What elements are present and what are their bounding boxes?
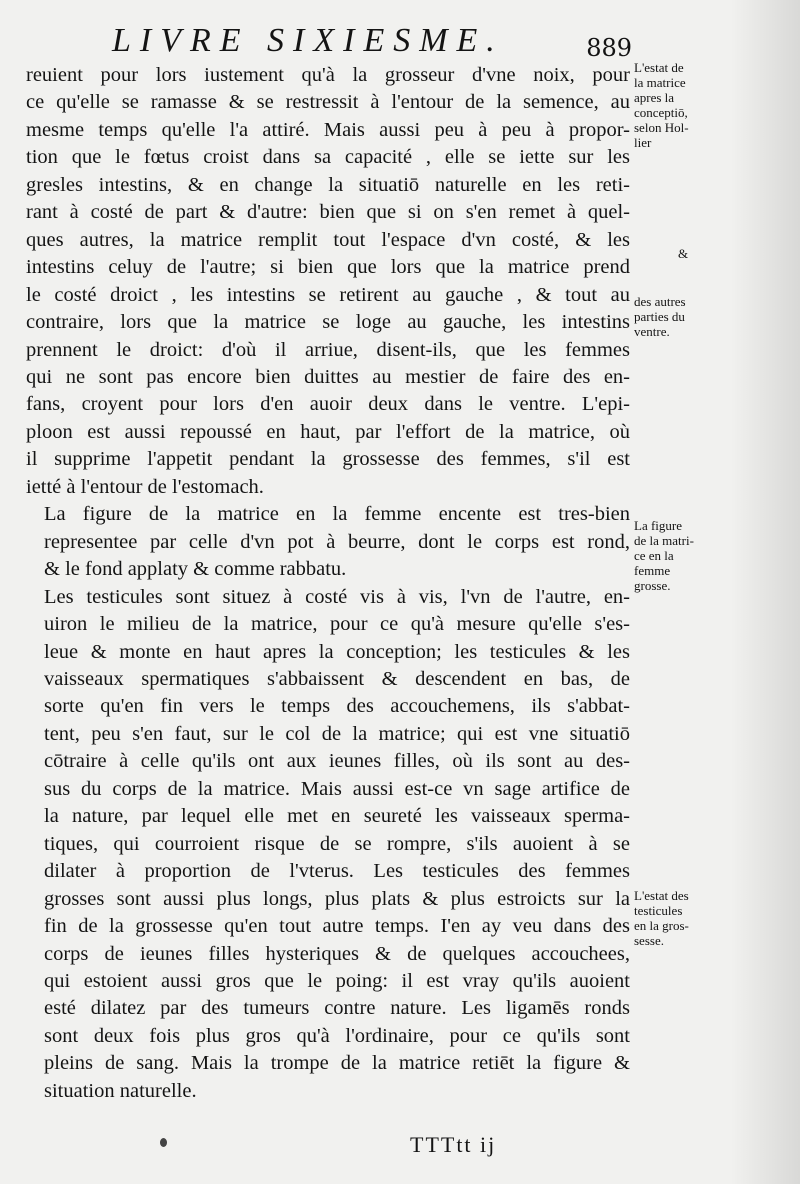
page-header: [112, 22, 632, 62]
margin-note-line: conceptiō,: [634, 105, 688, 120]
margin-note-ampersand: [678, 246, 788, 261]
margin-note-line: ce en la: [634, 548, 674, 563]
text-line: & le fond applaty & comme rabbatu.: [44, 558, 347, 581]
text-line: fans, croyent pour lors d'en auoir deux dans le ventre. L'epi-: [26, 393, 630, 416]
margin-note-line: parties du: [634, 309, 685, 324]
text-line: sus du corps de la matrice. Mais aussi est-ce vn sage artifice de: [44, 777, 630, 800]
text-line: cōtraire à celle qu'ils ont aux ieunes filles, où ils sont au des-: [44, 750, 630, 773]
text-line: reuient pour lors iustement qu'à la grosseur d'vne noix, pour: [26, 64, 630, 86]
text-line: pleins de sang. Mais la trompe de la matrice retiēt la figure &: [44, 1052, 630, 1075]
text-line: ploon est aussi repoussé en haut, par l'effort de la matrice, où: [26, 420, 630, 443]
margin-note-line: L'estat des: [634, 888, 689, 903]
body-text: [26, 62, 630, 1105]
text-line: prennent le droict: d'où il arriue, disent-ils, que les femmes: [26, 338, 630, 361]
text-line: Les testicules sont situez à costé vis à vis, l'vn de l'autre, en-: [44, 585, 630, 608]
margin-note-line: testicules: [634, 903, 683, 918]
text-line: la nature, par lequel elle met en seureté les vaisseaux sperma-: [44, 805, 630, 828]
text-line: le costé droict , les intestins se retirent au gauche , & tout au: [26, 283, 630, 306]
margin-note-uterus-after-conception: [634, 60, 744, 150]
margin-note-line: sesse.: [634, 933, 664, 948]
margin-note-other-parts: [634, 294, 744, 339]
running-title: LIVRE SIXIESME.: [112, 22, 504, 59]
text-line: ques autres, la matrice remplit tout l'espace d'vn costé, & les: [26, 228, 630, 251]
text-line: fin de la grossesse qu'en tout autre temps. I'en ay veu dans des: [44, 915, 630, 938]
text-line: uiron le milieu de la matrice, pour ce qu'à mesure qu'elle s'es-: [44, 613, 630, 636]
text-line: ce qu'elle se ramasse & se restressit à l'entour de la semence, au: [26, 91, 630, 114]
page-number: 889: [586, 34, 632, 62]
text-line: La figure de la matrice en la femme encente est tres-bien: [44, 503, 630, 526]
text-line: tent, peu s'en faut, sur le col de la matrice; qui est vne situatiō: [44, 722, 630, 745]
text-line: qui estoient aussi gros que le poing: il est vray qu'ils auoient: [44, 969, 630, 992]
text-line: mesme temps qu'elle l'a attiré. Mais aussi peu à peu à propor-: [26, 118, 630, 141]
margin-note-line: en la gros-: [634, 918, 689, 933]
text-line: ietté à l'entour de l'estomach.: [26, 475, 264, 498]
text-line: situation naturelle.: [44, 1079, 197, 1102]
text-line: contraire, lors que la matrice se loge au gauche, les intestins: [26, 311, 630, 334]
signature-mark: TTTtt ij: [410, 1132, 497, 1157]
margin-note-line: lier: [634, 135, 652, 150]
margin-note-line: L'estat de: [634, 60, 684, 75]
paragraph: [26, 501, 630, 583]
margin-note-line: de la matri-: [634, 533, 694, 548]
text-line: vaisseaux spermatiques s'abbaissent & descendent en bas, de: [44, 667, 630, 690]
margin-note-line: selon Hol-: [634, 120, 689, 135]
text-line: tion que le fœtus croist dans sa capacité , elle se iette sur les: [26, 146, 630, 169]
margin-note-uterus-shape: [634, 518, 744, 593]
margin-note-line: apres la: [634, 90, 675, 105]
text-line: qui ne sont pas encore bien duittes au mestier de faire des en-: [26, 365, 630, 388]
text-line: sont deux fois plus gros qu'à l'ordinaire, pour ce qu'ils sont: [44, 1024, 630, 1047]
margin-note-line: femme: [634, 563, 671, 578]
margin-note-testicles: [634, 888, 744, 948]
margin-note-line: grosse.: [634, 578, 671, 593]
text-line: corps de ieunes filles hysteriques & de quelques accouchees,: [44, 942, 630, 965]
margin-note-line: la matrice: [634, 75, 686, 90]
paragraph: [26, 62, 630, 501]
margin-note-line: des autres: [634, 294, 686, 309]
text-line: gresles intestins, & en change la situatiō naturelle en les reti-: [26, 173, 630, 196]
text-line: grosses sont aussi plus longs, plus plats & plus estroicts sur la: [44, 887, 630, 910]
text-line: tiques, qui courroient risque de se rompre, s'ils auoient à se: [44, 832, 630, 855]
margin-note-line: &: [678, 246, 689, 261]
text-line: leue & monte en haut apres la conception; les testicules & les: [44, 640, 630, 663]
text-line: il supprime l'appetit pendant la grossesse des femmes, s'il est: [26, 448, 630, 471]
ink-dot: [160, 1138, 167, 1147]
text-line: representee par celle d'vn pot à beurre, dont le corps est rond,: [44, 530, 630, 553]
margin-note-line: ventre.: [634, 324, 670, 339]
text-line: esté dilatez par des tumeurs contre nature. Les ligamēs ronds: [44, 997, 630, 1020]
margin-note-line: La figure: [634, 518, 683, 533]
text-line: rant à costé de part & d'autre: bien que si on s'en remet à quel-: [26, 201, 630, 224]
text-line: intestins celuy de l'autre; si bien que lors que la matrice prend: [26, 256, 630, 279]
paragraph: [26, 584, 630, 1106]
text-line: dilater à proportion de l'vterus. Les testicules des femmes: [44, 860, 630, 883]
text-line: sorte qu'en fin vers le temps des accouchemens, ils s'abbat-: [44, 695, 630, 718]
